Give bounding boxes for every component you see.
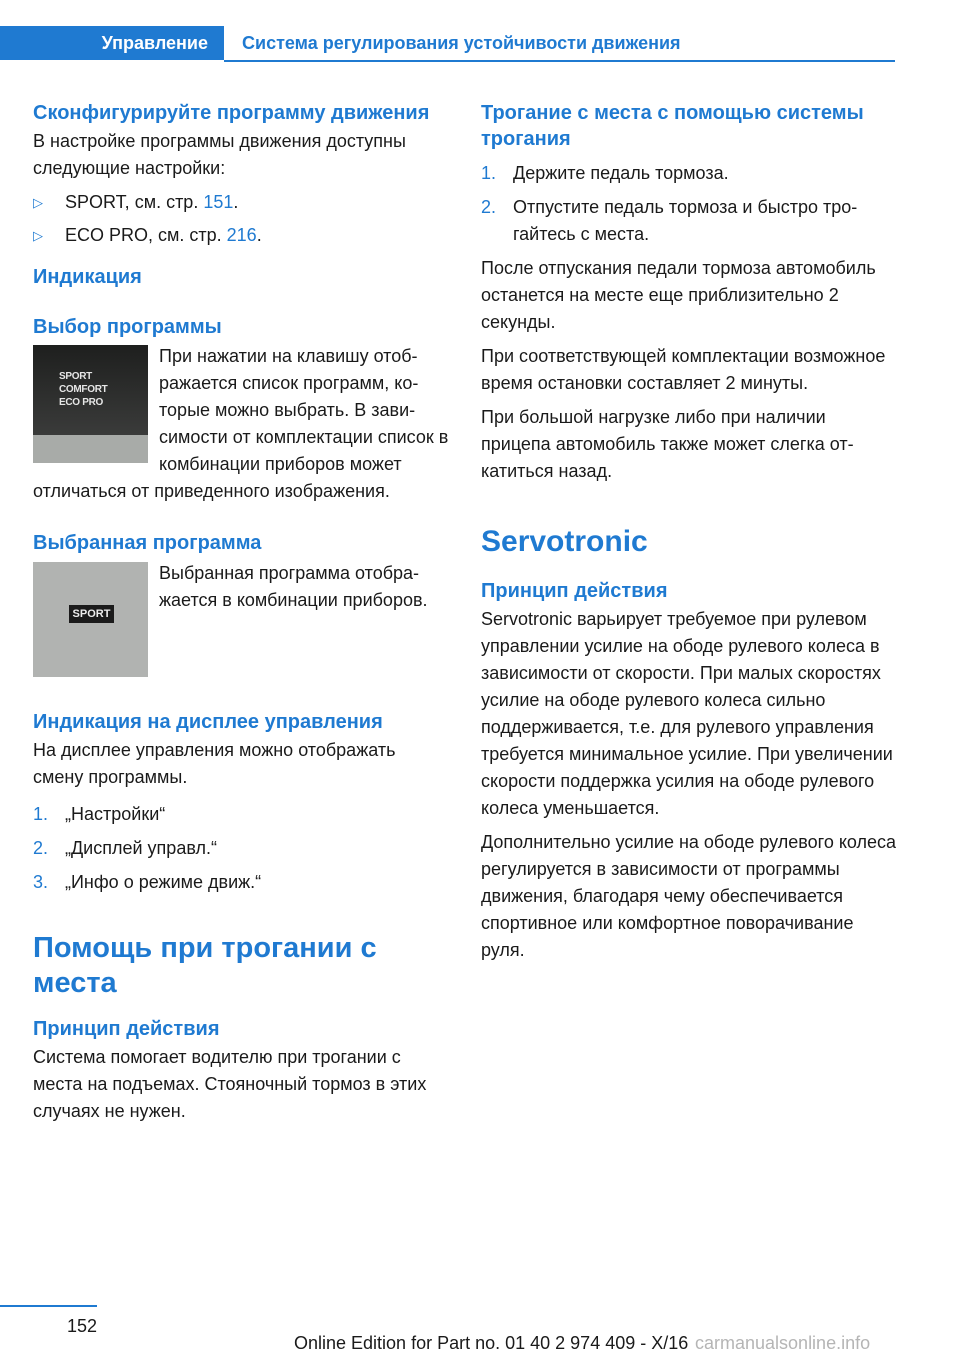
servotronic-principle-heading: Принцип действия bbox=[481, 580, 668, 602]
watermark-text: carmanualsonline.info bbox=[695, 1333, 871, 1353]
drive-program-list bbox=[33, 189, 449, 249]
program-selection-heading: Выбор программы bbox=[33, 316, 222, 338]
servotronic-heading: Servotronic bbox=[481, 525, 648, 558]
image-menu-line: ECO PRO bbox=[59, 397, 104, 408]
triangle-bullet-icon: ▷ bbox=[33, 195, 43, 210]
list-item: ▷ SPORT, см. стр. 151. bbox=[33, 189, 449, 216]
right-column bbox=[481, 100, 897, 964]
program-list-image bbox=[33, 345, 148, 463]
program-selection-text: При нажатии на клавишу отображается список программ, которые можно выбрать. В зависимости от комплектации список в комбинации приборов может отличаться от приведенного изображения. bbox=[33, 346, 449, 501]
servotronic-para-1: Servotronic варьирует требуемое при рулевом управлении усилие на ободе рулевого колеса в зависимости от скорости. При малых скоростях усилие на ободе рулевого колеса сильно поддерживается, т.е. для рулевого управления требуется минимальное усилие. При увеличении скорости поддержка усилия на ободе рулевого колеса уменьшается. bbox=[481, 609, 893, 818]
list-item: 1. Держите педаль тормоза. bbox=[481, 163, 729, 183]
configure-text: В настройке программы движения доступны следующие настройки: bbox=[33, 131, 406, 178]
selected-program-block bbox=[33, 560, 449, 679]
startoff-para-3: При большой нагрузке либо при наличии прицепа автомобиль также может слегка откатиться назад. bbox=[481, 407, 854, 481]
page-number: 152 bbox=[66, 1316, 97, 1336]
sport-badge: SPORT bbox=[69, 605, 114, 623]
program-selection-block bbox=[33, 343, 449, 505]
hill-start-heading: Помощь при трогании с места bbox=[33, 932, 377, 999]
edition-text: Online Edition for Part no. 01 40 2 974 409 - X/16 bbox=[294, 1333, 689, 1353]
page-header bbox=[0, 26, 895, 62]
startoff-steps-list bbox=[481, 160, 897, 248]
list-item: ▷ ECO PRO, см. стр. 216. bbox=[33, 222, 449, 249]
selected-program-heading: Выбранная программа bbox=[33, 532, 262, 554]
page-link[interactable]: 151 bbox=[203, 192, 234, 212]
left-column bbox=[33, 100, 449, 1125]
startoff-para-1: После отпускания педали тормоза автомобиль останется на месте еще приблизительно 2 секунды. bbox=[481, 258, 876, 332]
hill-principle-heading: Принцип действия bbox=[33, 1018, 220, 1040]
list-item: 3. „Инфо о режиме движ.“ bbox=[33, 872, 262, 892]
list-item: 2. Отпустите педаль тормоза и быстро трогайтесь с места. bbox=[481, 197, 858, 244]
image-menu-line: SPORT bbox=[59, 371, 92, 382]
selected-program-text: Выбранная программа отображается в комбинации приборов. bbox=[159, 563, 428, 610]
hill-principle-text: Система помогает водителю при трогании с места на подъемах. Стояночный тормоз в этих случаях не нужен. bbox=[33, 1047, 427, 1121]
list-item: 1. „Настройки“ bbox=[33, 804, 166, 824]
display-steps-list bbox=[33, 801, 449, 896]
indication-heading: Индикация bbox=[33, 266, 142, 288]
image-menu-line: COMFORT bbox=[59, 384, 108, 395]
servotronic-para-2: Дополнительно усилие на ободе рулевого колеса регулируется в зависимости от программы движения, благодаря чему обеспечивается спортивное или комфортное поворачивание руля. bbox=[481, 832, 897, 960]
display-indication-text: На дисплее управления можно отображать смену программы. bbox=[33, 740, 396, 787]
header-chapter-title: Система регулирования устойчивости движения bbox=[242, 33, 681, 53]
configure-heading: Сконфигурируйте программу движения bbox=[33, 102, 430, 124]
startoff-para-2: При соответствующей комплектации возможное время остановки составляет 2 минуты. bbox=[481, 346, 886, 393]
list-item: 2. „Дисплей управл.“ bbox=[33, 838, 217, 858]
display-indication-heading: Индикация на дисплее управления bbox=[33, 711, 383, 733]
footer-divider bbox=[0, 1305, 97, 1307]
triangle-bullet-icon: ▷ bbox=[33, 228, 43, 243]
selected-program-image bbox=[33, 562, 148, 677]
page-link[interactable]: 216 bbox=[226, 225, 257, 245]
header-divider bbox=[224, 60, 895, 62]
startoff-heading: Трогание с места с помощью системы трогания bbox=[481, 102, 864, 150]
header-section-tab[interactable]: Управление bbox=[0, 26, 224, 60]
